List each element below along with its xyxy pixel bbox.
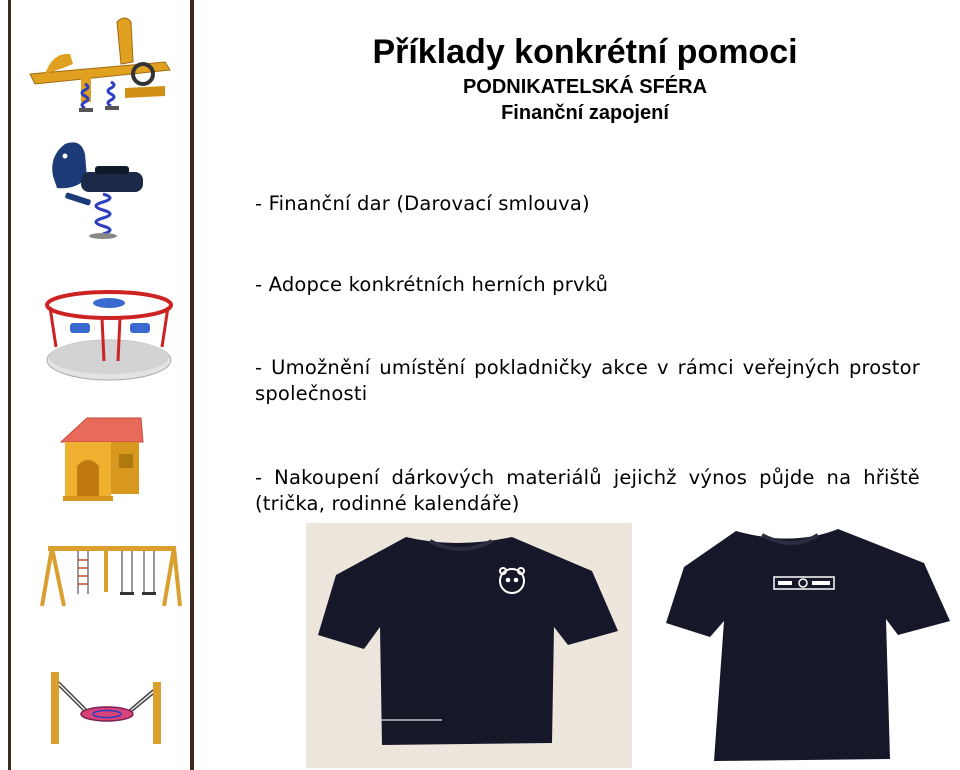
bullet-gift-materials: - Nakoupení dárkových materiálů jejichž výnos půjde na hřiště (trička, rodinné kalendáře) [255, 466, 920, 515]
bullet-adoption: - Adopce konkrétních herních prvků [255, 273, 609, 296]
left-border-rule [8, 0, 11, 770]
carousel-image [42, 285, 177, 385]
right-border-rule [190, 0, 194, 770]
sidebar [0, 0, 196, 770]
play-house-image [57, 414, 147, 506]
bullet-financial-gift: - Finanční dar (Darovací smlouva) [255, 192, 590, 215]
spring-horse-image [45, 138, 155, 243]
tshirt-bear-photo [306, 523, 632, 768]
slide-title: Příklady konkrétní pomoci [372, 33, 798, 71]
tshirt-print-photo [662, 523, 954, 768]
slide-subtitle-topic: Finanční zapojení [501, 102, 669, 124]
seesaw-horse-image [25, 12, 175, 117]
nest-swing-image [45, 668, 170, 748]
bullet-collection-box: - Umožnění umístění pokladničky akce v rámci veřejných prostor společnosti [255, 356, 920, 405]
swing-set-image [38, 540, 183, 610]
slide-subtitle-sector: PODNIKATELSKÁ SFÉRA [462, 76, 708, 98]
